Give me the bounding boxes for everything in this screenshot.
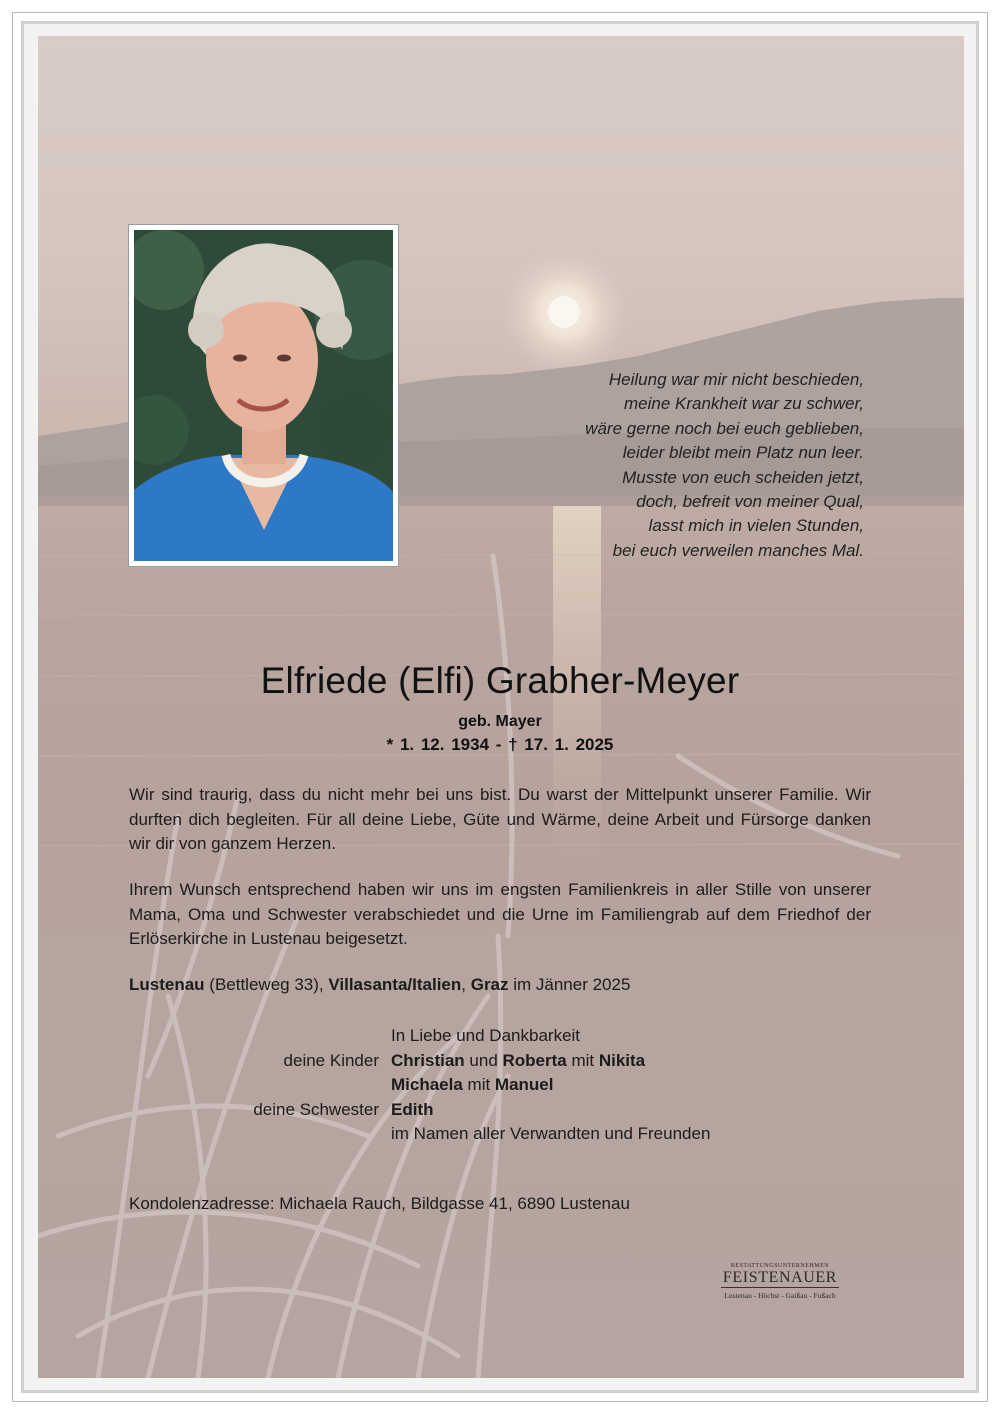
- place-lustenau-address: (Bettleweg 33),: [204, 975, 329, 994]
- conjunction: mit: [566, 1050, 599, 1070]
- child-name: Christian: [391, 1050, 465, 1070]
- poem-line: doch, befreit von meiner Qual,: [636, 492, 864, 512]
- signature-block: [129, 1024, 871, 1147]
- life-dates: * 1. 12. 1934 - † 17. 1. 2025: [386, 735, 614, 754]
- child-name: Roberta: [502, 1050, 567, 1070]
- poem-line: Heilung war mir nicht beschieden,: [608, 370, 864, 389]
- poem-line: bei euch verweilen manches Mal.: [612, 540, 864, 560]
- grandchild-name: Manuel: [494, 1075, 554, 1094]
- children-label: deine Kinder: [283, 1050, 379, 1070]
- funeral-home-logo: [710, 1263, 850, 1300]
- poem-line: lasst mich in vielen Stunden,: [648, 516, 864, 536]
- place-villasanta: Villasanta/Italien: [328, 975, 462, 994]
- text-paragraph-2: Ihrem Wunsch entsprechend haben wir uns im engsten Familienkreis in aller Stille von unserer Mama, Oma und Schwester verabschiedet und die Urne im Familiengrab auf dem Friedhof der Erlöserkirche in Lustenau beigesetzt.: [129, 880, 871, 948]
- condolence-address: Kondolenzadresse: Michaela Rauch, Bildgasse 41, 6890 Lustenau: [129, 1194, 630, 1213]
- logo-locations: Lustenau - Höchst - Gaißau - Fußach: [724, 1291, 836, 1300]
- signature-intro: In Liebe und Dankbarkeit: [391, 1026, 581, 1045]
- text-paragraph-1: Wir sind traurig, dass du nicht mehr bei uns bist. Du warst der Mittelpunkt unserer Familie. Wir durften dich begleiten. Für all deine Liebe, Güte und Wärme, deine Arbeit und Fürsorge danken wir dir von ganzem Herzen.: [129, 785, 871, 853]
- birth-name: geb. Mayer: [458, 713, 542, 730]
- child-name: Michaela: [391, 1075, 463, 1094]
- relatives-line: im Namen aller Verwandten und Freunden: [391, 1124, 711, 1143]
- portrait-photo: [134, 230, 393, 561]
- grandchild-name: Nikita: [598, 1050, 646, 1070]
- place-graz: Graz: [470, 975, 509, 994]
- place-and-date: [129, 975, 630, 995]
- poem-line: wäre gerne noch bei euch geblieben,: [585, 418, 864, 438]
- place-lustenau: Lustenau: [129, 975, 205, 994]
- sister-label: deine Schwester: [253, 1099, 379, 1119]
- sister-name: Edith: [391, 1099, 434, 1119]
- logo-name: FEISTENAUER: [722, 1269, 838, 1286]
- conjunction: mit: [462, 1075, 495, 1094]
- memorial-poem: [430, 368, 864, 563]
- deceased-name: Elfriede (Elfi) Grabher-Meyer: [260, 660, 740, 701]
- poem-line: leider bleibt mein Platz nun leer.: [622, 443, 864, 463]
- conjunction: und: [464, 1050, 503, 1070]
- date-text: im Jänner 2025: [508, 975, 631, 994]
- sun: [548, 296, 580, 328]
- logo-tagline: BESTATTUNGSUNTERNEHMEN: [730, 1263, 830, 1269]
- poem-line: meine Krankheit war zu schwer,: [624, 394, 864, 414]
- separator: ,: [461, 975, 471, 994]
- portrait-frame: [128, 224, 399, 567]
- poem-line: Musste von euch scheiden jetzt,: [622, 467, 864, 487]
